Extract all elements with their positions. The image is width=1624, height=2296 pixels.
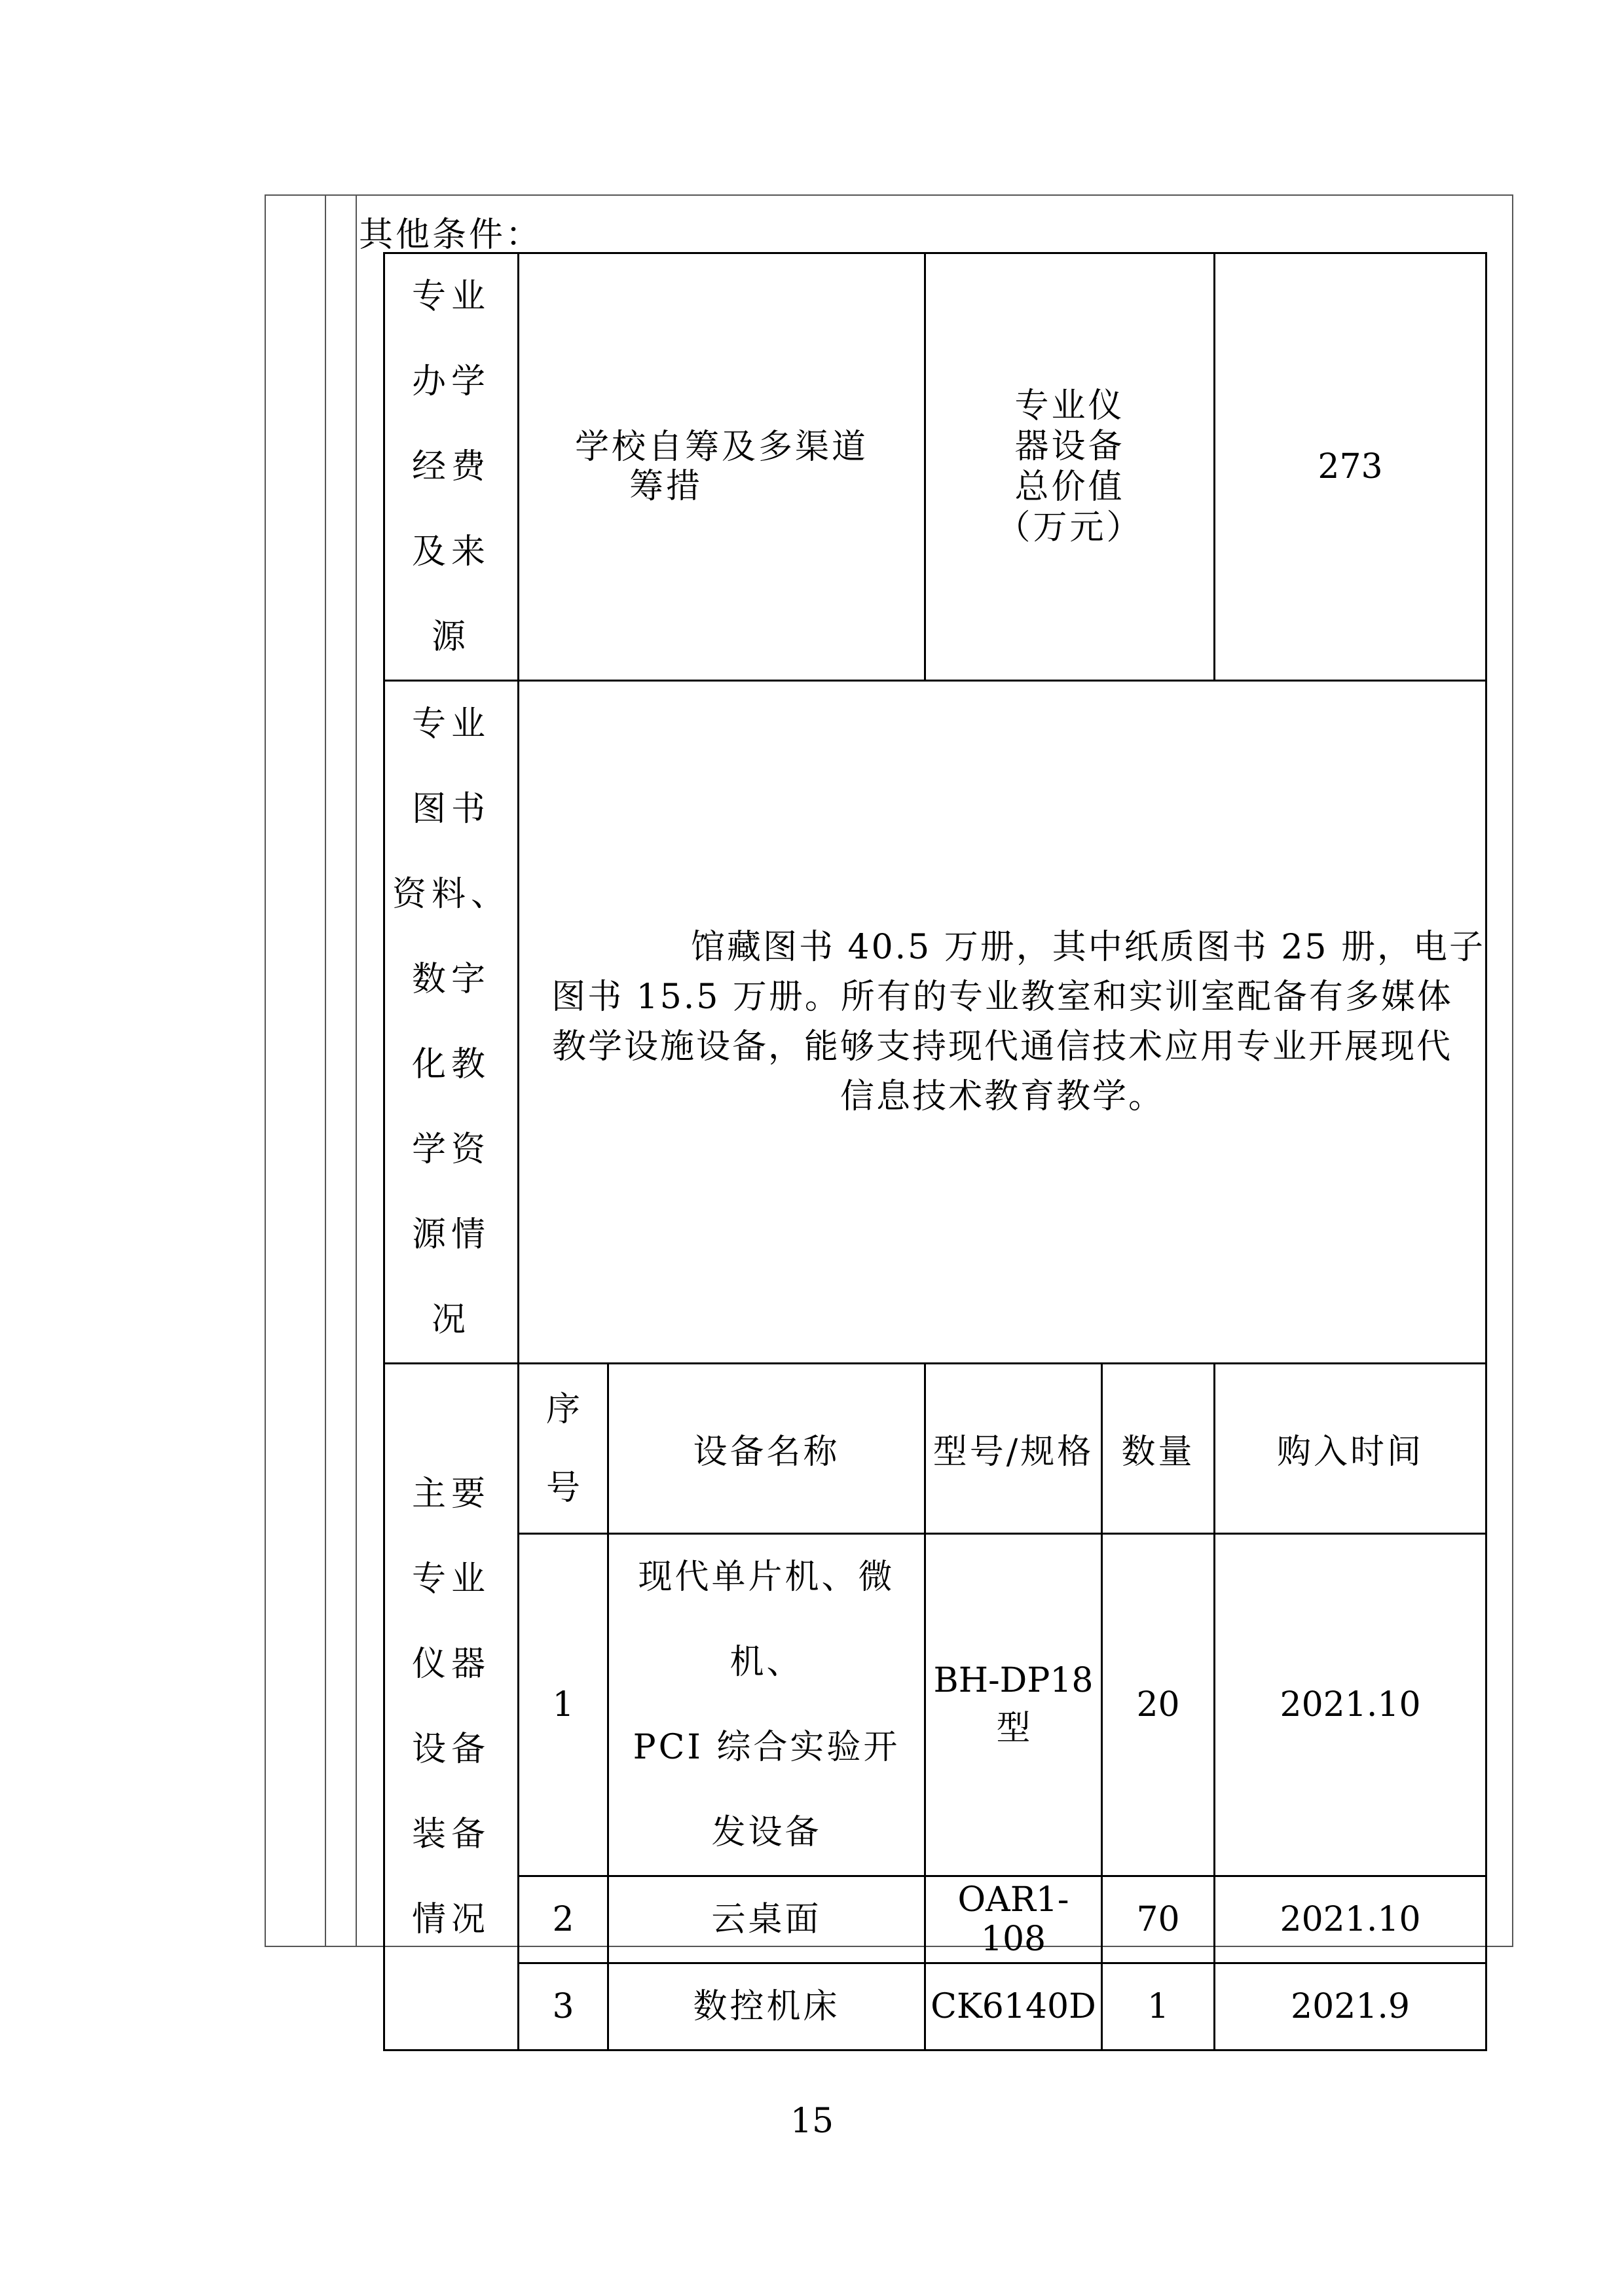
row-model: OAR1-108 (925, 1876, 1102, 1963)
row-seq: 1 (519, 1534, 608, 1876)
table-row (384, 1963, 1486, 2050)
table-row (384, 1534, 1486, 1876)
outer-column-divider-2 (356, 194, 357, 1947)
funds-label: 专业 办学 经费 及来 源 (384, 253, 519, 681)
row-date: 2021.10 (1215, 1876, 1486, 1963)
row-date: 2021.10 (1215, 1534, 1486, 1876)
row-name: 现代单片机、微机、 PCI 综合实验开 发设备 (608, 1534, 925, 1876)
outer-column-divider (325, 194, 326, 1947)
row-qty: 70 (1102, 1876, 1215, 1963)
equipment-label: 主要 专业 仪器 设备 装备 情况 (384, 1364, 519, 2050)
row-name: 云桌面 (608, 1876, 925, 1963)
books-label: 专业 图书 资料、 数字 化教 学资 源情 况 (384, 681, 519, 1364)
table-row (384, 1876, 1486, 1963)
row-name: 数控机床 (608, 1963, 925, 2050)
conditions-table (383, 252, 1487, 2051)
page-number: 15 (790, 2102, 834, 2141)
equipment-header-row (384, 1364, 1486, 1534)
equipment-value-label: 专业仪 器设备 总价值 （万元） (925, 253, 1215, 681)
equipment-value: 273 (1215, 253, 1486, 681)
row-model: BH-DP18 型 (925, 1534, 1102, 1876)
row-qty: 20 (1102, 1534, 1215, 1876)
header-qty: 数量 (1102, 1364, 1215, 1534)
header-name: 设备名称 (608, 1364, 925, 1534)
section-heading: 其他条件： (359, 215, 543, 255)
row-seq: 3 (519, 1963, 608, 2050)
row-date: 2021.9 (1215, 1963, 1486, 2050)
row-qty: 1 (1102, 1963, 1215, 2050)
row-model: CK6140D (925, 1963, 1102, 2050)
row-seq: 2 (519, 1876, 608, 1963)
header-model: 型号/规格 (925, 1364, 1102, 1534)
funds-row (384, 253, 1486, 681)
books-row (384, 681, 1486, 1364)
header-seq: 序 号 (519, 1364, 608, 1534)
books-description: 馆藏图书 40.5 万册，其中纸质图书 25 册，电子 图书 15.5 万册。所有的专业教室和实训室配备有多媒体 教学设施设备，能够支持现代通信技术应用专业开展现代 信息技术教育教学。 (519, 681, 1486, 1364)
header-date: 购入时间 (1215, 1364, 1486, 1534)
funds-source: 学校自筹及多渠道 筹措 (519, 253, 925, 681)
